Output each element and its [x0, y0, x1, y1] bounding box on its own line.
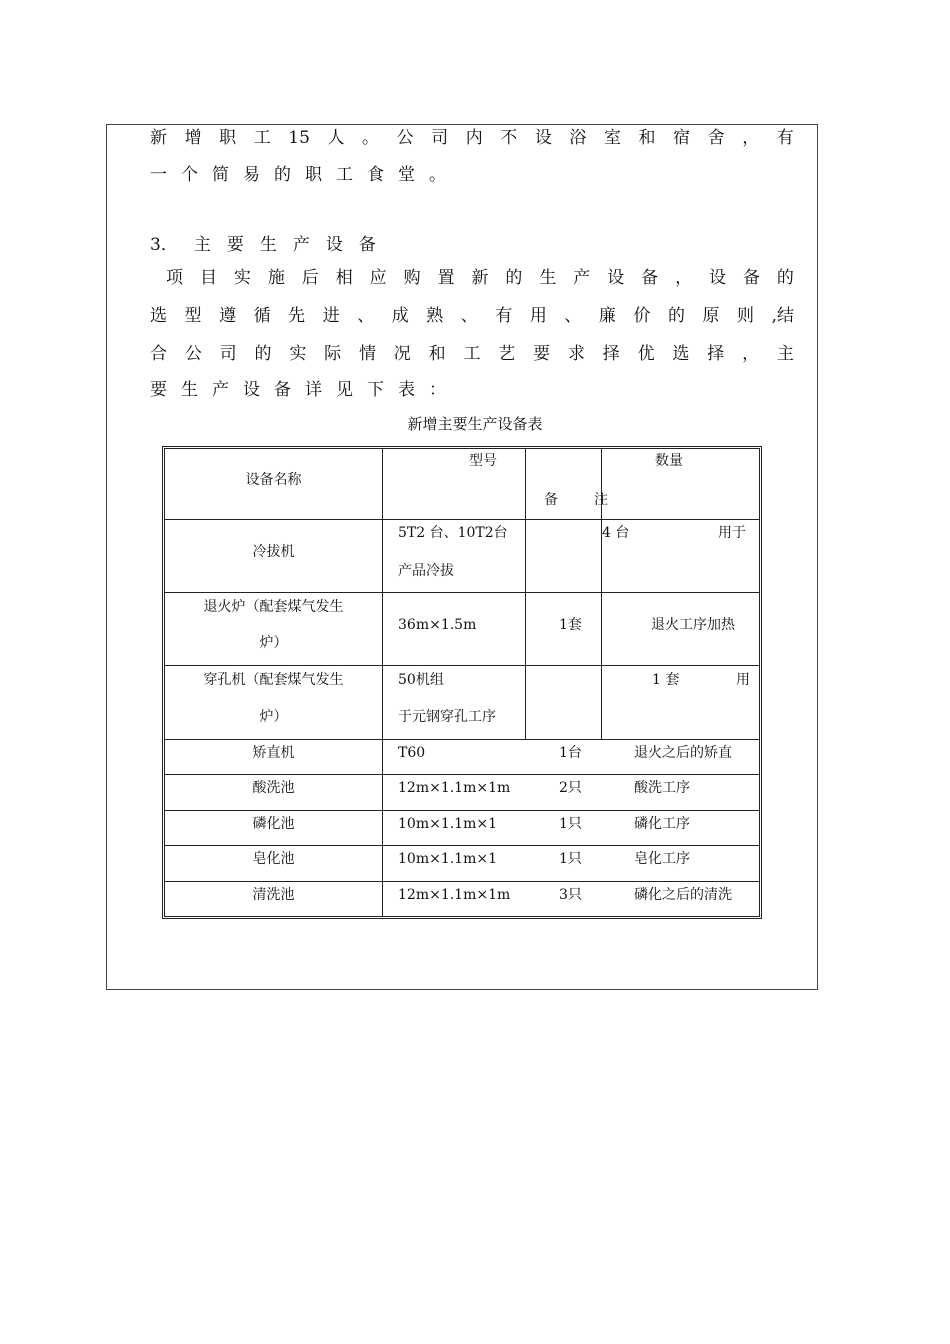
row1-qty-2: 用于 — [718, 525, 746, 541]
row5-qty: 2只 — [559, 780, 582, 796]
text-glyph: 3． — [150, 235, 178, 255]
text-glyph: 个 — [181, 165, 198, 185]
row2-qty: 1套 — [559, 617, 582, 633]
text-glyph: 择 — [707, 344, 725, 364]
row3-model-1: 50机组 — [398, 672, 444, 688]
text-glyph: 相 — [335, 268, 353, 288]
row6-remark: 磷化工序 — [634, 816, 690, 832]
text-glyph: 详 — [305, 380, 322, 400]
row2-name-1: 退火炉（配套煤气发生 — [203, 599, 344, 615]
text-glyph: 置 — [437, 268, 455, 288]
header-remark-1: 备 — [544, 492, 558, 508]
text-glyph: 的 — [776, 268, 794, 288]
text-glyph: 成 — [391, 306, 409, 326]
text-glyph: ， — [675, 268, 693, 288]
text-glyph: 先 — [288, 306, 306, 326]
row7-name: 皂化池 — [252, 851, 295, 867]
text-glyph: 有 — [776, 128, 794, 148]
text-glyph: 产 — [292, 235, 310, 255]
text-glyph: 的 — [274, 165, 291, 185]
text-glyph: 15 — [288, 128, 310, 148]
row1-model-1: 5T2 台、10T2台 — [398, 525, 508, 541]
text-glyph: 合 — [150, 344, 167, 364]
text-glyph: 选 — [672, 344, 690, 364]
text-glyph: 选 — [150, 306, 167, 326]
text-glyph: 工 — [463, 344, 481, 364]
text-glyph: 设 — [607, 268, 625, 288]
table-caption: 新增主要生产设备表 — [407, 415, 543, 433]
text-glyph: 生 — [539, 268, 557, 288]
text-glyph: 新 — [471, 268, 489, 288]
row3-name-2: 炉） — [259, 709, 288, 725]
text-glyph: 见 — [336, 380, 353, 400]
text-glyph: 新 — [150, 128, 167, 148]
row4-model: T60 — [398, 745, 426, 761]
row3-model-2: 于元钢穿孔工序 — [398, 709, 496, 725]
text-glyph: 下 — [367, 380, 384, 400]
text-glyph: 择 — [602, 344, 620, 364]
header-qty: 数量 — [655, 453, 683, 469]
row4-qty: 1台 — [559, 745, 582, 761]
row5-model: 12m×1.1m×1m — [398, 780, 511, 796]
text-glyph: 实 — [233, 268, 251, 288]
text-glyph: 和 — [638, 128, 656, 148]
text-glyph: 一 — [150, 165, 167, 185]
text-glyph: 用 — [529, 306, 547, 326]
text-glyph: 的 — [505, 268, 523, 288]
text-glyph: ， — [742, 128, 760, 148]
text-glyph: 循 — [253, 306, 271, 326]
row3-qty-1: 1 套 — [652, 672, 680, 688]
text-glyph: 设 — [325, 235, 343, 255]
text-glyph: 要 — [533, 344, 551, 364]
section-heading — [150, 230, 794, 260]
text-glyph: 设 — [534, 128, 552, 148]
text-glyph: 购 — [403, 268, 421, 288]
text-glyph: 备 — [274, 380, 291, 400]
text-glyph: 型 — [184, 306, 202, 326]
text-glyph: 优 — [637, 344, 655, 364]
text-glyph: 的 — [254, 344, 272, 364]
para1-line2 — [150, 160, 794, 190]
text-glyph: 易 — [243, 165, 260, 185]
text-glyph: ， — [742, 344, 760, 364]
text-glyph: 况 — [393, 344, 411, 364]
text-glyph: 增 — [184, 128, 202, 148]
text-glyph: 司 — [431, 128, 449, 148]
text-glyph: 设 — [709, 268, 726, 288]
row5-name: 酸洗池 — [252, 780, 295, 796]
row2-remark: 退火工序加热 — [651, 617, 735, 633]
text-glyph: 室 — [603, 128, 621, 148]
text-glyph: ： — [429, 380, 446, 400]
text-glyph: 备 — [742, 268, 760, 288]
row8-model: 12m×1.1m×1m — [398, 887, 511, 903]
text-glyph: 艺 — [498, 344, 516, 364]
text-glyph: 司 — [219, 344, 237, 364]
para2-line4 — [150, 375, 794, 405]
text-glyph: 原 — [702, 306, 720, 326]
text-glyph: 主 — [776, 344, 794, 364]
header-name: 设备名称 — [245, 472, 302, 488]
row7-model: 10m×1.1m×1 — [398, 851, 497, 867]
text-glyph: 和 — [428, 344, 446, 364]
text-glyph: 生 — [181, 380, 198, 400]
text-glyph: 则 — [737, 306, 755, 326]
text-glyph: 职 — [305, 165, 322, 185]
text-glyph: 项 — [166, 268, 183, 288]
text-glyph: 求 — [567, 344, 585, 364]
text-glyph: 公 — [396, 128, 414, 148]
text-glyph: 内 — [465, 128, 483, 148]
row8-remark: 磷化之后的清洗 — [634, 887, 732, 903]
row6-qty: 1只 — [559, 816, 582, 832]
text-glyph: 不 — [500, 128, 518, 148]
text-glyph: 情 — [358, 344, 376, 364]
row8-qty: 3只 — [559, 887, 582, 903]
text-glyph: 。 — [429, 165, 446, 185]
text-glyph: 主 — [193, 235, 211, 255]
text-glyph: 生 — [259, 235, 277, 255]
text-glyph: 。 — [362, 128, 380, 148]
text-glyph: 舍 — [707, 128, 725, 148]
text-glyph: 堂 — [398, 165, 415, 185]
text-glyph: 、 — [564, 306, 582, 326]
text-glyph: 设 — [243, 380, 260, 400]
text-glyph: 简 — [212, 165, 229, 185]
text-glyph: 工 — [336, 165, 353, 185]
text-glyph: 人 — [327, 128, 345, 148]
text-glyph: 的 — [667, 306, 685, 326]
row3-qty-2: 用 — [736, 672, 750, 688]
row2-model: 36m×1.5m — [398, 617, 477, 633]
row6-name: 磷化池 — [252, 816, 295, 832]
text-glyph: 要 — [226, 235, 244, 255]
text-glyph: 熟 — [426, 306, 444, 326]
text-glyph: 、 — [357, 306, 375, 326]
text-glyph: 备 — [358, 235, 376, 255]
para2-line2 — [150, 301, 794, 331]
text-glyph: 价 — [633, 306, 651, 326]
text-glyph: 产 — [212, 380, 229, 400]
text-glyph: 职 — [219, 128, 237, 148]
text-glyph: 食 — [367, 165, 384, 185]
text-glyph: 备 — [641, 268, 659, 288]
text-glyph: 宿 — [673, 128, 691, 148]
text-glyph: 后 — [301, 268, 319, 288]
header-model: 型号 — [469, 453, 497, 469]
text-glyph: 表 — [398, 380, 415, 400]
text-glyph: 目 — [199, 268, 217, 288]
text-glyph: 有 — [495, 306, 513, 326]
text-glyph: 实 — [289, 344, 307, 364]
row8-name: 清洗池 — [252, 887, 295, 903]
text-glyph: 浴 — [569, 128, 587, 148]
row3-name-1: 穿孔机（配套煤气发生 — [203, 672, 344, 688]
text-glyph: ,结 — [771, 306, 794, 326]
row2-name-2: 炉） — [259, 635, 288, 651]
row6-model: 10m×1.1m×1 — [398, 816, 497, 832]
text-glyph: 公 — [184, 344, 202, 364]
text-glyph: 施 — [267, 268, 285, 288]
text-glyph: 遵 — [219, 306, 237, 326]
row1-model-2: 产品冷拔 — [398, 563, 454, 579]
text-glyph: 际 — [324, 344, 342, 364]
row4-remark: 退火之后的矫直 — [634, 745, 732, 761]
row1-qty-1: 4 台 — [602, 525, 630, 541]
text-glyph: 要 — [150, 380, 167, 400]
para2-line3 — [150, 339, 794, 369]
text-glyph: 产 — [573, 268, 591, 288]
text-glyph: 应 — [369, 268, 387, 288]
para1-line1 — [150, 123, 794, 153]
row5-remark: 酸洗工序 — [634, 780, 690, 796]
row1-name: 冷拔机 — [252, 544, 295, 560]
text-glyph: 进 — [322, 306, 340, 326]
para2-line1 — [166, 263, 794, 293]
text-glyph: 廉 — [598, 306, 616, 326]
text-glyph: 、 — [460, 306, 478, 326]
row7-remark: 皂化工序 — [634, 851, 690, 867]
header-remark-2: 注 — [594, 492, 608, 508]
row7-qty: 1只 — [559, 851, 582, 867]
row4-name: 矫直机 — [252, 745, 295, 761]
text-glyph: 工 — [253, 128, 271, 148]
